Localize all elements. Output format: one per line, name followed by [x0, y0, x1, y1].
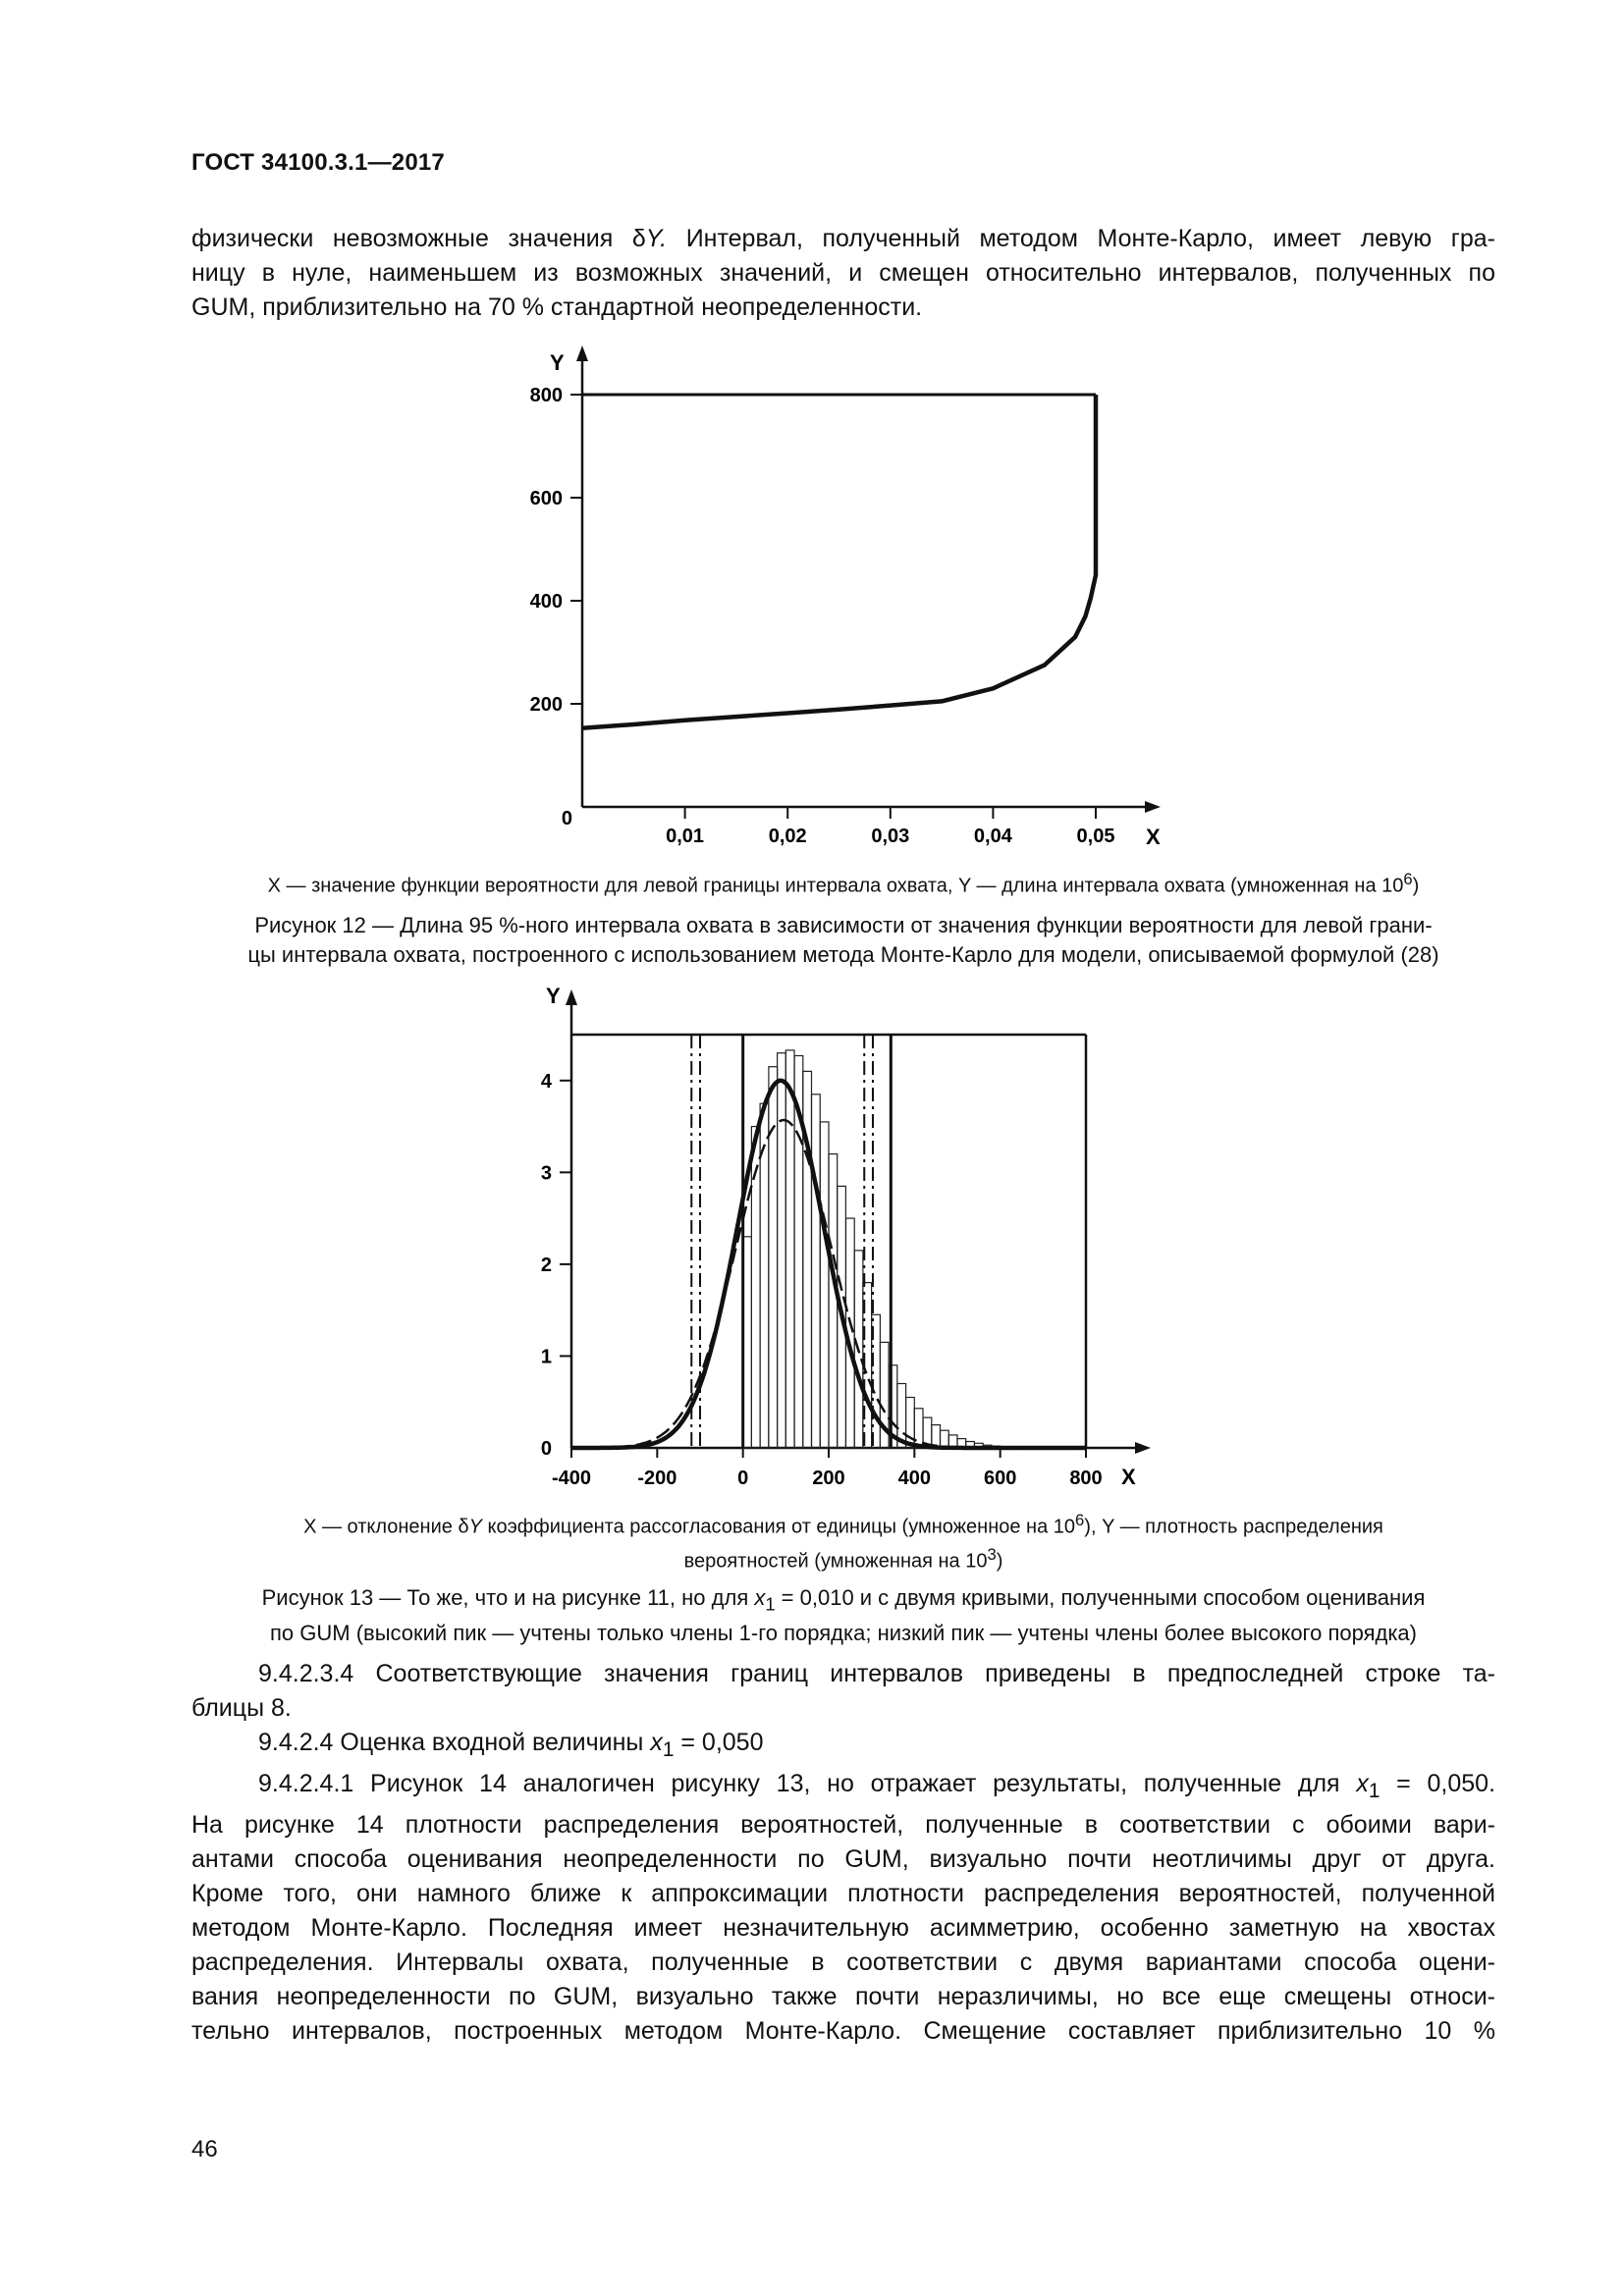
- figure-12-title-line-2: цы интервала охвата, построенного с использованием метода Монте-Карло для модели, описываемой формулой (28): [247, 942, 1439, 967]
- interval-length-curve: [582, 395, 1096, 728]
- y-axis-arrow-icon: [566, 989, 577, 1005]
- figure-13-legend-line-1: X — отклонение δY коэффициента рассогласования от единицы (умноженное на $10^6$), Y — плотность распределения: [303, 1511, 1383, 1538]
- y-tick-label: 3: [540, 1162, 552, 1185]
- paragraph-line: вания неопределенности по GUM, визуально также почти неразличимы, но все еще смещены относи-: [191, 1983, 1495, 2010]
- histogram-bar: [941, 1430, 949, 1448]
- x-tick-label: 0,05: [1076, 826, 1115, 847]
- intro-line-2: ницу в нуле, наименьшем из возможных значений, и смещен относительно интервалов, полученных по: [191, 259, 1495, 287]
- x-tick-label: 0,03: [871, 826, 910, 847]
- figure-13-title-line-1: Рисунок 13 — То же, что и на рисунке 11, но для $x_1 = 0,010$ и с двумя кривыми, полученными способом оценивания: [261, 1585, 1426, 1615]
- histogram-bar: [778, 1053, 786, 1448]
- x-tick-label: -400: [551, 1468, 592, 1489]
- intro-line-3: GUM, приблизительно на 70 % стандартной неопределенности.: [191, 294, 923, 321]
- x-axis-arrow-icon: [1135, 1442, 1151, 1454]
- y-tick-label: 800: [529, 385, 563, 406]
- figure-12-title: [191, 911, 1495, 970]
- paragraph-9-4-2-4: 9.4.2.4 Оценка входной величины $x_1 = 0,050$: [258, 1729, 764, 1761]
- x-tick-label: 0: [737, 1468, 749, 1489]
- figure-13-legend-line-2: вероятностей (умноженная на $10^3$): [683, 1544, 1003, 1573]
- page-number: 46: [191, 2136, 218, 2163]
- paragraph-line: тельно интервалов, построенных методом Монте-Карло. Смещение составляет приблизительно 10 %: [191, 2017, 1495, 2045]
- y-axis-label: Y: [546, 984, 561, 1008]
- x-tick-label: -200: [637, 1468, 677, 1489]
- document-header: ГОСТ 34100.3.1—2017: [191, 149, 445, 176]
- y-tick-label: 0: [561, 808, 572, 829]
- y-tick-label: 2: [540, 1254, 552, 1276]
- paragraph-line: антами способа оценивания неопределенности по GUM, визуально почти неотличимы друг от друга.: [191, 1845, 1495, 1873]
- y-tick-label: 1: [540, 1346, 552, 1368]
- paragraph-line: На рисунке 14 плотности распределения вероятностей, полученные в соответствии с обоими вари-: [191, 1811, 1495, 1839]
- figure-13-legend: [191, 1507, 1495, 1575]
- histogram-bar: [829, 1154, 838, 1448]
- paragraph-9-4-2-4-1: 9.4.2.4.1 Рисунок 14 аналогичен рисунку 13, но отражает результаты, полученные для $x_1 = 0,050$.: [258, 1770, 1496, 1802]
- x-axis-label: X: [1121, 1465, 1136, 1489]
- y-tick-label: 0: [540, 1438, 552, 1460]
- histogram-bar: [769, 1067, 778, 1448]
- y-axis-arrow-icon: [576, 346, 588, 361]
- y-tick-label: 400: [529, 591, 563, 613]
- x-tick-label: 400: [897, 1468, 932, 1489]
- histogram-bar: [914, 1409, 923, 1448]
- y-tick-label: 600: [529, 488, 563, 509]
- y-tick-label: 4: [540, 1070, 552, 1093]
- figure-12-title-line-1: Рисунок 12 — Длина 95 %-ного интервала охвата в зависимости от значения функции вероятности для левой грани-: [254, 913, 1433, 937]
- paragraph-9-4-2-3-4: 9.4.2.3.4 Соответствующие значения границ интервалов приведены в предпоследней строке та-: [258, 1660, 1495, 1687]
- x-tick-label: 0,04: [973, 826, 1012, 847]
- figure-12-axes: [530, 346, 1161, 849]
- y-axis-label: Y: [550, 350, 565, 375]
- x-tick-label: 0,01: [666, 826, 705, 847]
- paragraph-line: распределения. Интервалы охвата, полученные в соответствии с двумя вариантами способа оцени-: [191, 1949, 1495, 1976]
- y-tick-label: 200: [529, 694, 563, 716]
- figure-12-chart: [0, 0, 1624, 864]
- paragraph-line: методом Монте-Карло. Последняя имеет незначительную асимметрию, особенно заметную на хвостах: [191, 1914, 1495, 1942]
- histogram-bar: [812, 1095, 821, 1448]
- figure-12-legend: X — значение функции вероятности для левой границы интервала охвата, Y — длина интервала охвата (умноженная на $10^6$): [267, 870, 1420, 897]
- x-axis-arrow-icon: [1145, 801, 1161, 813]
- x-tick-label: 0,02: [768, 826, 807, 847]
- x-tick-label: 600: [983, 1468, 1017, 1489]
- paragraph-9-4-2-3-4-cont: блицы 8.: [191, 1694, 292, 1722]
- histogram-bar: [785, 1050, 794, 1448]
- figure-13-marks: [571, 1035, 1086, 1448]
- figure-13-title: [191, 1583, 1495, 1648]
- body-text: [191, 1657, 1495, 2049]
- intro-line-1: физически невозможные значения δY. Интервал, полученный методом Монте-Карло, имеет левую гра-: [191, 225, 1495, 252]
- x-axis-label: X: [1146, 825, 1161, 849]
- figure-13-chart: [0, 962, 1624, 1512]
- histogram-bar: [820, 1122, 829, 1448]
- x-tick-label: 800: [1069, 1468, 1103, 1489]
- paragraph-line: Кроме того, они намного ближе к аппроксимации плотности распределения вероятностей, полученной: [191, 1880, 1495, 1907]
- figure-12-marks: [582, 395, 1096, 728]
- figure-13-title-line-2: по GUM (высокий пик — учтены только члены 1-го порядка; низкий пик — учтены члены более высокого порядка): [270, 1621, 1417, 1646]
- x-tick-label: 200: [812, 1468, 845, 1489]
